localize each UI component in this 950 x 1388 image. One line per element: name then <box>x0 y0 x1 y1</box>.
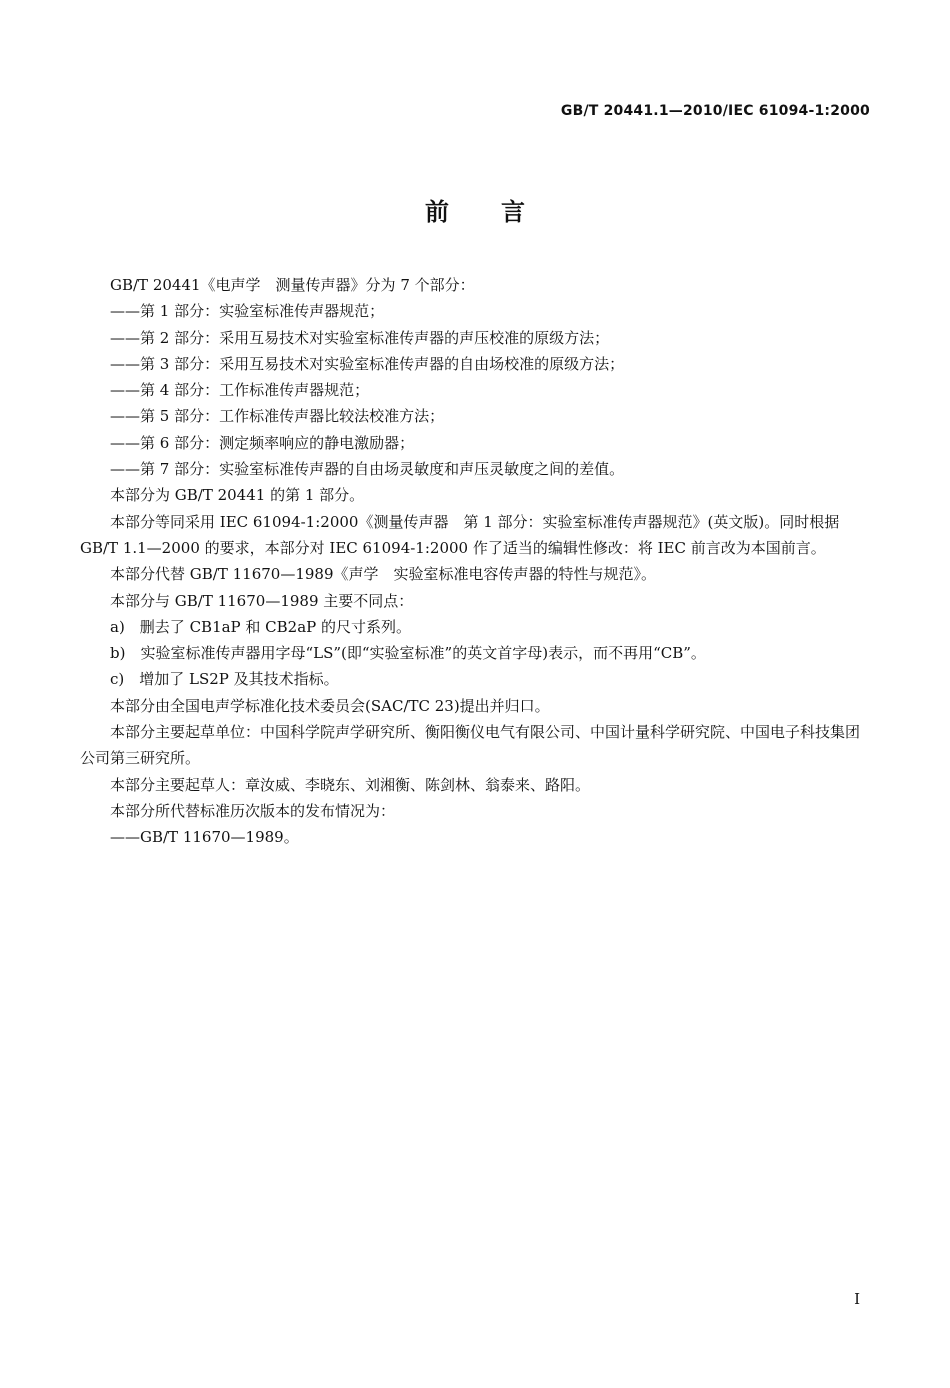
paragraph-history-intro: 本部分所代替标准历次版本的发布情况为： <box>110 801 396 820</box>
paragraph-drafting-units: 本部分主要起草单位：中国科学院声学研究所、衡阳衡仪电气有限公司、中国计量科学研究院、中国电子科技集团公司第三研究所。 <box>80 723 861 768</box>
list-item-part-1: ——第 1 部分：实验室标准传声器规范； <box>110 302 385 321</box>
list-item-part-6: ——第 6 部分：测定频率响应的静电激励器； <box>110 433 415 452</box>
list-item-part-4: ——第 4 部分：工作标准传声器规范； <box>110 381 370 400</box>
page-title <box>0 192 950 227</box>
list-item-difference-b: b) 实验室标准传声器用字母“LS”(即“实验室标准”的英文首字母)表示，而不再用“CB”。 <box>110 644 706 663</box>
list-item-part-2: ——第 2 部分：采用互易技术对实验室标准传声器的声压校准的原级方法； <box>110 328 610 347</box>
paragraph-differences-intro: 本部分与 GB/T 11670—1989 主要不同点： <box>110 591 414 610</box>
list-item-part-7: ——第 7 部分：实验室标准传声器的自由场灵敏度和声压灵敏度之间的差值。 <box>110 460 625 479</box>
list-item-difference-c: c) 增加了 LS2P 及其技术指标。 <box>110 670 339 689</box>
paragraph-part-statement: 本部分为 GB/T 20441 的第 1 部分。 <box>110 486 365 505</box>
paragraph-replaces: 本部分代替 GB/T 11670—1989《声学 实验室标准电容传声器的特性与规范》。 <box>110 565 656 584</box>
list-item-part-3: ——第 3 部分：采用互易技术对实验室标准传声器的自由场校准的原级方法； <box>110 354 625 373</box>
paragraph-drafters: 本部分主要起草人：章汝威、李晓东、刘湘衡、陈剑林、翁泰来、路阳。 <box>110 775 591 794</box>
paragraph-proposed-by: 本部分由全国电声学标准化技术委员会(SAC/TC 23)提出并归口。 <box>110 696 550 715</box>
paragraph-adoption: 本部分等同采用 IEC 61094-1:2000《测量传声器 第 1 部分：实验室标准传声器规范》(英文版)。同时根据 GB/T 1.1—2000 的要求，本部分对 IEC 61094-1:2000 作了适当的编辑性修改：将 IEC 前言改为本国前言。 <box>80 512 840 557</box>
list-item-history: ——GB/T 11670—1989。 <box>110 828 299 847</box>
preface-body <box>80 272 870 851</box>
list-item-difference-a: a) 删去了 CB1aP 和 CB2aP 的尺寸系列。 <box>110 617 412 636</box>
title-char-1: 前 <box>425 198 449 226</box>
standard-number-header: GB/T 20441.1—2010/IEC 61094-1:2000 <box>560 103 870 119</box>
list-item-part-5: ——第 5 部分：工作标准传声器比较法校准方法； <box>110 407 445 426</box>
title-char-2: 言 <box>501 198 525 226</box>
page-number: I <box>854 1290 860 1308</box>
paragraph-intro: GB/T 20441《电声学 测量传声器》分为 7 个部分： <box>110 276 475 294</box>
